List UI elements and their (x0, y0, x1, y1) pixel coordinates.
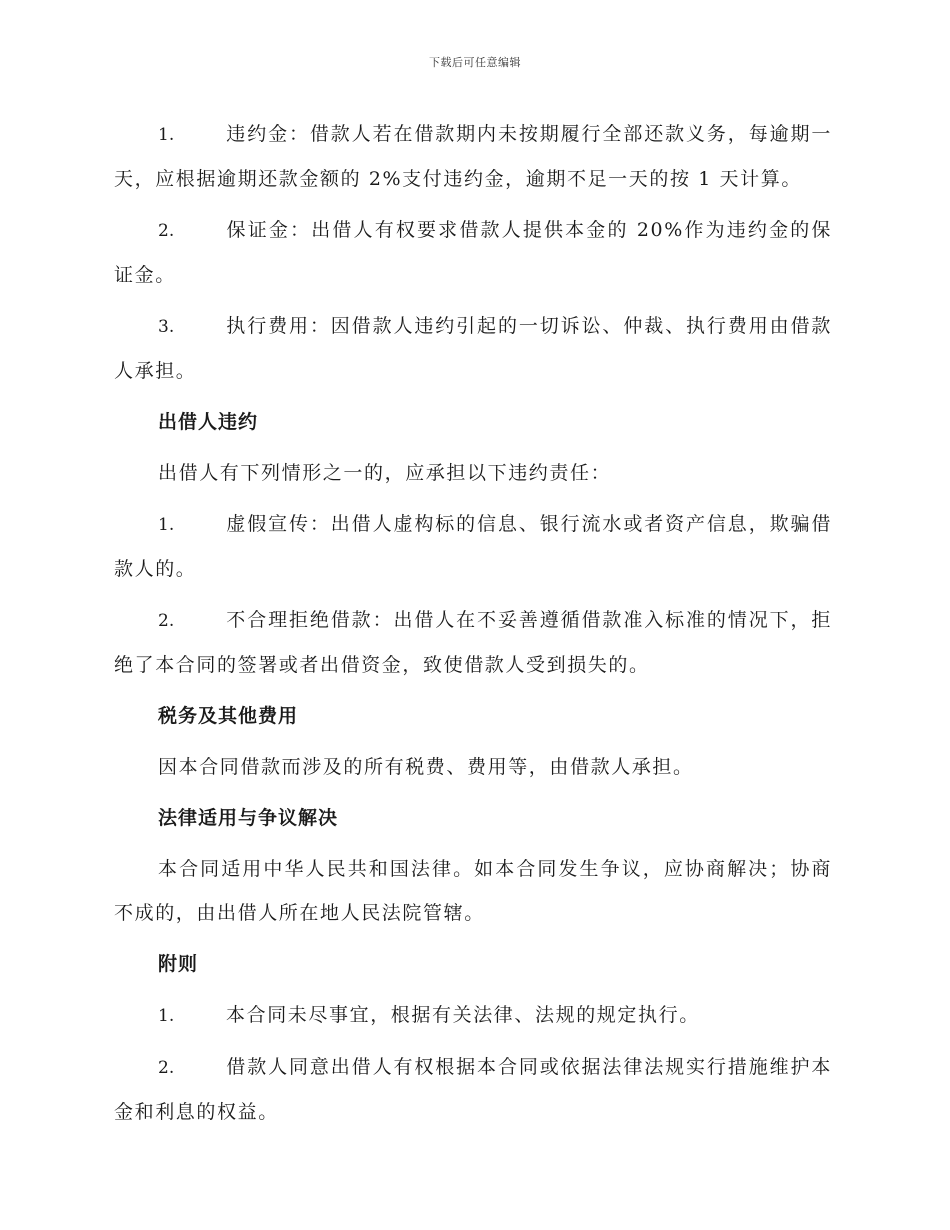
body-paragraph: 本合同适用中华人民共和国法律。如本合同发生争议，应协商解决；协商不成的，由出借人所在地人民法院管辖。 (114, 858, 832, 924)
clause-text: 保证金：出借人有权要求借款人提供本金的 20%作为违约金的保证金。 (114, 219, 832, 286)
numbered-clause (114, 598, 832, 687)
clause-text: 本合同未尽事宜，根据有关法律、法规的规定执行。 (226, 1004, 700, 1026)
clause-text: 违约金：借款人若在借款期内未按期履行全部还款义务，每逾期一天，应根据逾期还款金额的 2%支付违约金，逾期不足一天的按 1 天计算。 (114, 123, 832, 190)
clause-number: 3. (158, 317, 175, 337)
clause-text: 虚假宣传：出借人虚构标的信息、银行流水或者资产信息，欺骗借款人的。 (114, 513, 832, 580)
clause-text: 借款人同意出借人有权根据本合同或依据法律法规实行措施维护本金和利息的权益。 (114, 1056, 832, 1123)
section-heading: 出借人违约 (158, 411, 259, 433)
clause-number: 2. (158, 221, 175, 241)
section-heading: 税务及其他费用 (158, 705, 299, 727)
numbered-clause (114, 112, 832, 201)
document-body (114, 112, 832, 1141)
clause-number: 1. (158, 125, 175, 145)
clause-number: 2. (158, 611, 175, 631)
header-note: 下载后可任意编辑 (429, 56, 521, 69)
section-heading: 附则 (158, 953, 199, 975)
clause-number: 2. (158, 1058, 175, 1078)
body-paragraph: 因本合同借款而涉及的所有税费、费用等，由借款人承担。 (158, 756, 694, 778)
numbered-clause (114, 208, 832, 297)
clause-number: 1. (158, 1006, 175, 1026)
numbered-clause (114, 502, 832, 591)
numbered-clause (114, 993, 832, 1038)
numbered-clause (114, 304, 832, 393)
clause-number: 1. (158, 515, 175, 535)
clause-text: 不合理拒绝借款：出借人在不妥善遵循借款准入标准的情况下，拒绝了本合同的签署或者出借资金，致使借款人受到损失的。 (114, 609, 832, 676)
section-heading: 法律适用与争议解决 (158, 807, 339, 829)
clause-text: 执行费用：因借款人违约引起的一切诉讼、仲裁、执行费用由借款人承担。 (114, 315, 832, 382)
body-paragraph: 出借人有下列情形之一的，应承担以下违约责任： (158, 462, 612, 484)
numbered-clause (114, 1045, 832, 1134)
